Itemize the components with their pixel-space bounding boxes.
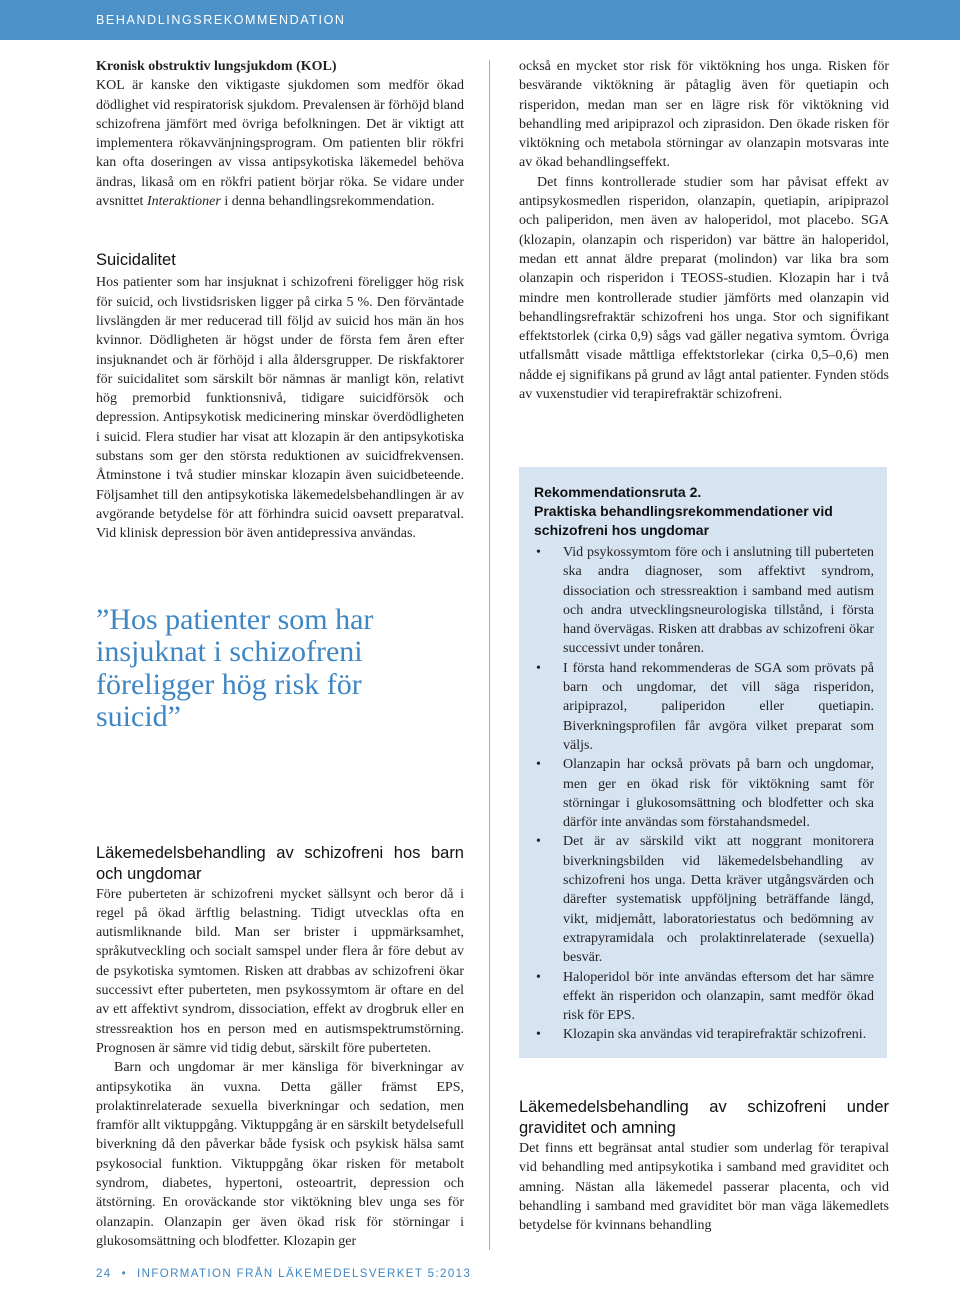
bullet-icon: • — [536, 757, 541, 773]
bullet-icon: • — [536, 969, 541, 985]
box-title-line-2: Praktiska behandlingsrekommendationer vid schizofreni hos ungdomar — [534, 503, 833, 538]
footer-separator: • — [121, 1268, 128, 1280]
recommendation-box — [519, 467, 887, 1058]
page-footer — [96, 1268, 471, 1280]
right-paragraph-1: också en mycket stor risk för viktökning hos unga. Risken för besvärande viktökning är påtaglig även för quetiapin och risperidon, medan man ser en lägre risk för viktökning vid behandling med aripiprazol och ziprasidon. Den ökade risken för viktökning och metabola störningar av olanzapin motsvaras inte av ökad behandlingseffekt. — [519, 59, 889, 171]
list-item: • Vid psykossymtom före och i anslutning till puberteten ska andra diagnoser, som affektivt syndrom, dissociation och stressreaktion i samband med autism och andra utvecklingsneurologiska tillstånd, i första hand övervägas. Risken att drabbas av schizofreni ökar successivt under tonåren. — [536, 545, 874, 657]
list-item: • Haloperidol bör inte användas eftersom det har sämre effekt än risperidon och olanzapin, samt medför ökad risk för EPS. — [536, 969, 874, 1024]
right-column-top — [519, 57, 889, 404]
kol-paragraph — [96, 76, 464, 211]
page-number: 24 — [96, 1268, 112, 1280]
bullet-icon: • — [536, 1027, 541, 1043]
section-header-bar — [0, 0, 960, 40]
list-item: • Det är av särskild vikt att noggrant monitorera biverkningsbilden vid läkemedelsbehandling av schizofreni hos unga. Detta kräver utgångsvärden och därefter systematisk uppföljning beträffande längd, vikt, midjemått, laboratoriestatus och bedömning av extrapyramidala och prolaktinrelaterade (sexuella) besvär. — [536, 834, 874, 966]
right-column-bottom — [519, 1097, 889, 1235]
list-item: • Olanzapin har också prövats på barn och ungdomar, men ger en ökad risk för viktökning samt för störningar i glukosomsättning och blodfetter och ska därför inte användas som förstahandsmedel. — [536, 757, 874, 831]
kol-text-end: i denna behandlingsrekommendation. — [220, 194, 435, 210]
suicid-paragraph: Hos patienter som har insjuknat i schizofreni föreligger hög risk för suicid, och livstidsrisken ligger på cirka 5 %. Den förväntade livslängden är mer reducerad till följd av suicid hos män än hos kvinnor. Dödligheten är högst under de första fem åren efter insjuknandet och är förhöjd i alla åldersgrupper. De riskfaktorer för suicidalitet som särskilt bör nämnas är manligt kön, relativt hög premorbid funktionsnivå, tidigare suicidförsök och depression. Antipsykotisk medicinering minskar överdödligheten i suicid. Flera studier har visat att klozapin är den antipsykotiska substans som ger den största reduktionen av suicidfrekvensen. Åtminstone i två studier minskar klozapin även suicidbeteende. Följsamhet till den antipsykotiska läkemedelsbehandlingen är av avgörande betydelse för att förhindra suicid oavsett preparatval. Vid klinisk depression bör även antidepressiva användas. — [96, 275, 464, 542]
bullet-icon: • — [536, 834, 541, 850]
barn-paragraph-2: Barn och ungdomar är mer känsliga för biverkningar av antipsykotika än vuxna. Detta gäller främst EPS, prolaktinrelaterade sexuella biverkningar och sedation, men framför allt viktuppgång. Viktuppgång är en särskilt betydelsefull biverkning då den påverkar både fysisk och psykisk hälsa samt psykosocial funktion. Viktuppgång ökar risken för metabolt syndrom, diabetes, hypertoni, osteoartrit, depression och ätstörning. En oroväckande stor viktökning blev unga ses för olanzapin. Olanzapin ger även ökad risk för störningar i glukosomsättning och blodfetter. Klozapin ger — [96, 1060, 464, 1249]
bullet-icon: • — [536, 660, 541, 676]
kol-text: KOL är kanske den viktigaste sjukdomen som medför ökad dödlighet vid respiratorisk sjukdom. Prevalensen är förhöjd bland schizofrena jämfört med övriga befolkningen. Det är viktigt att implementera rökavvänjningsprogram. Om patienten blir rökfri kan ofta doseringen av vissa antipsykotiska läkemedel behöva ändras, likaså om en rökfri patient börjar röka. Se vidare under avsnittet — [96, 78, 464, 210]
right-paragraph-2: Det finns kontrollerade studier som har påvisat effekt av antipsykosmedlen risperidon, olanzapin, quetiapin, aripiprazol och paliperidon, men även av haloperidol, mot placebo. SGA (klozapin, olanzapin och risperidon) var bättre än haloperidol, medan ett annat äldre preparat (molindon) var lika bra som olanzapin och risperidon i TEOSS-studien. Klozapin har i två mindre men kontrollerade studier jämförts med olanzapin vid behandlingsrefraktär schizofreni hos unga. Stor och signifikant effektstorlek (cirka 0,9) sågs vad gäller negativa symtom. Övriga utfallsmått visade måttliga effektstorlekar (cirka 0,5–0,6) men nådde ej signifikans på grund av lågt antal patienter. Fynden stöds av vuxenstudier vid terapirefraktär schizofreni. — [519, 174, 889, 403]
section-title: BEHANDLINGSREKOMMENDATION — [96, 13, 346, 27]
box-title-line-1: Rekommendationsruta 2. — [534, 484, 702, 500]
barn-heading: Läkemedelsbehandling av schizofreni hos barn och ungdomar — [96, 843, 464, 883]
pull-quote-area — [96, 604, 464, 799]
barn-paragraph-1: Före puberteten är schizofreni mycket sällsynt och beror då i regel på ökad ärftlig belastning. Tidigt utvecklas ofta en autismliknande bild. Man ser brister i uppmärksamhet, språkutveckling och socialt samspel under flera år före debut av de psykotiska symtomen. Risken att drabbas av schizofreni ökar successivt efter puberteten, men psykossymtom är oftare en del av ett affektivt syndrom, dissociation, effekt av drogbruk eller en stressreaktion hos en person med en autismspektrumstörning. Prognosen är sämre vid tidig debut, särskilt före puberteten. — [96, 886, 464, 1056]
suicid-heading: Suicidalitet — [96, 251, 176, 270]
kol-heading: Kronisk obstruktiv lungsjukdom (KOL) — [96, 59, 337, 74]
list-item: • Klozapin ska användas vid terapirefraktär schizofreni. — [534, 1025, 874, 1044]
bullet-icon: • — [536, 545, 541, 560]
list-item: • I första hand rekommenderas de SGA som prövats på barn och ungdomar, det vill säga risperidon, aripiprazol, paliperidon eller quetiapin. Biverkningsprofilen får avgöra vilket preparat som väljs. — [536, 660, 874, 753]
column-divider — [489, 60, 490, 1250]
graviditet-paragraph: Det finns ett begränsat antal studier som underlag för terapival vid behandling med antipsykotika i samband med graviditet och amning. Nästan alla läkemedel passerar placenta, och vid behandling i samband med graviditet bör man väga läkemedlets betydelse för kvinnans behandling — [519, 1141, 889, 1234]
box-list — [534, 543, 874, 1045]
graviditet-heading: Läkemedelsbehandling av schizofreni under graviditet och amning — [519, 1098, 889, 1137]
publication-name: INFORMATION FRÅN LÄKEMEDELSVERKET 5:2013 — [137, 1268, 472, 1280]
left-column — [96, 57, 464, 1251]
pull-quote: ”Hos patienter som har insjuknat i schizofreni föreligger hög risk för suicid” — [96, 602, 374, 734]
kol-italic-ref: Interaktioner — [146, 194, 221, 210]
